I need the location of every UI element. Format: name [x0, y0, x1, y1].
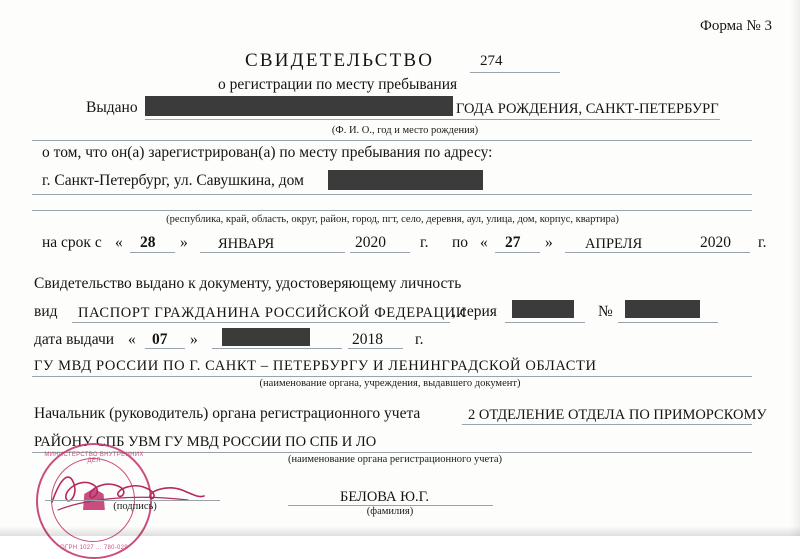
issue-day: 07 — [152, 331, 168, 348]
address-value: г. Санкт-Петербург, ул. Савушкина, дом — [42, 172, 304, 189]
scan-edge-shadow-bottom — [0, 526, 800, 536]
caption-chief-office: (наименование органа регистрационного учета) — [287, 454, 503, 465]
issue-year-rule — [348, 348, 403, 349]
redacted-house-number — [328, 170, 483, 190]
redacted-fio — [145, 96, 453, 116]
issued-to-rule — [145, 119, 720, 120]
chief-office-line1: 2 ОТДЕЛЕНИЕ ОТДЕЛА ПО ПРИМОРСКОМУ — [468, 407, 767, 423]
caption-address: (республика, край, область, округ, район, город, пгт, село, деревня, аул, улица, дом, корпус, квартира) — [166, 214, 619, 225]
term-day-from-rule — [130, 252, 175, 253]
address-rule-1 — [32, 194, 752, 195]
caption-issuing-authority: (наименование органа, учреждения, выдавшего документ) — [259, 378, 521, 389]
registration-statement: о том, что он(а) зарегистрирован(а) по месту пребывания по адресу: — [42, 144, 493, 161]
fio-second-rule — [32, 140, 752, 141]
issued-to-label: Выдано — [86, 99, 138, 116]
issue-date-quote-close: » — [190, 331, 198, 348]
term-unit-to: г. — [758, 234, 767, 251]
stamp-bottom-text: ОГРН 1027 ... 780-029 — [60, 545, 128, 551]
issue-date-quote-open: « — [128, 331, 136, 348]
identity-number-rule — [618, 322, 718, 323]
issue-year: 2018 — [352, 331, 383, 348]
term-year-to: 2020 — [700, 234, 731, 251]
identity-series-rule — [505, 322, 585, 323]
term-month-from: ЯНВАРЯ — [218, 236, 275, 252]
identity-intro: Свидетельство выдано к документу, удостоверяющему личность — [34, 275, 462, 292]
term-quote-open-from: « — [115, 234, 123, 251]
issue-unit: г. — [415, 331, 424, 348]
issue-day-rule — [145, 348, 185, 349]
page-subtitle: о регистрации по месту пребывания — [218, 76, 458, 93]
term-day-to: 27 — [505, 234, 521, 251]
chief-office-line2: РАЙОНУ СПБ УВМ ГУ МВД РОССИИ ПО СПБ И ЛО — [34, 434, 377, 450]
issued-to-suffix: ГОДА РОЖДЕНИЯ, САНКТ-ПЕТЕРБУРГ — [456, 101, 719, 117]
issuing-authority-rule — [32, 376, 752, 377]
term-month-to-rule — [565, 252, 695, 253]
term-year-to-rule — [695, 252, 750, 253]
identity-number-label: № — [598, 303, 613, 320]
term-day-to-rule — [495, 252, 540, 253]
stamp-emblem-icon: ☗ — [80, 484, 108, 517]
term-month-from-rule — [200, 252, 345, 253]
page-title: СВИДЕТЕЛЬСТВО — [245, 50, 435, 71]
redacted-issue-month — [222, 328, 310, 346]
issue-month-rule — [212, 348, 342, 349]
issuing-authority: ГУ МВД РОССИИ ПО Г. САНКТ – ПЕТЕРБУРГУ И ЛЕНИНГРАДСКОЙ ОБЛАСТИ — [34, 358, 597, 374]
issue-date-label: дата выдачи — [34, 331, 115, 348]
identity-type-label: вид — [34, 303, 58, 320]
term-middle: по — [452, 234, 469, 251]
stamp-top-text: МИНИСТЕРСТВО ВНУТРЕННИХ ДЕЛ — [44, 452, 144, 464]
term-quote-close-from: » — [180, 234, 188, 251]
identity-type-value: ПАСПОРТ ГРАЖДАНИНА РОССИЙСКОЙ ФЕДЕРАЦИИ — [78, 305, 467, 321]
caption-signature: (подпись) — [113, 501, 157, 512]
redacted-passport-number — [625, 300, 700, 318]
address-rule-2 — [32, 210, 752, 211]
term-month-to: АПРЕЛЯ — [585, 236, 643, 252]
term-unit-from: г. — [420, 234, 429, 251]
identity-type-rule — [72, 322, 450, 323]
chief-office-rule-1 — [462, 424, 752, 425]
certificate-number-rule — [470, 72, 560, 73]
term-quote-close-to: » — [545, 234, 553, 251]
form-number-label: Форма № 3 — [700, 18, 772, 34]
certificate-number: 274 — [480, 53, 503, 69]
signer-surname: БЕЛОВА Ю.Г. — [340, 489, 430, 505]
identity-series-label: , серия — [452, 303, 497, 320]
scan-edge-shadow-right — [790, 0, 800, 536]
term-day-from: 28 — [140, 234, 156, 251]
term-year-from: 2020 — [355, 234, 386, 251]
term-year-from-rule — [350, 252, 410, 253]
term-quote-open-to: « — [480, 234, 488, 251]
term-prefix: на срок с — [42, 234, 102, 251]
caption-surname: (фамилия) — [366, 506, 414, 517]
chief-label: Начальник (руководитель) органа регистрационного учета — [34, 405, 421, 422]
caption-fio: (Ф. И. О., год и место рождения) — [331, 125, 479, 136]
redacted-passport-series — [512, 300, 574, 318]
